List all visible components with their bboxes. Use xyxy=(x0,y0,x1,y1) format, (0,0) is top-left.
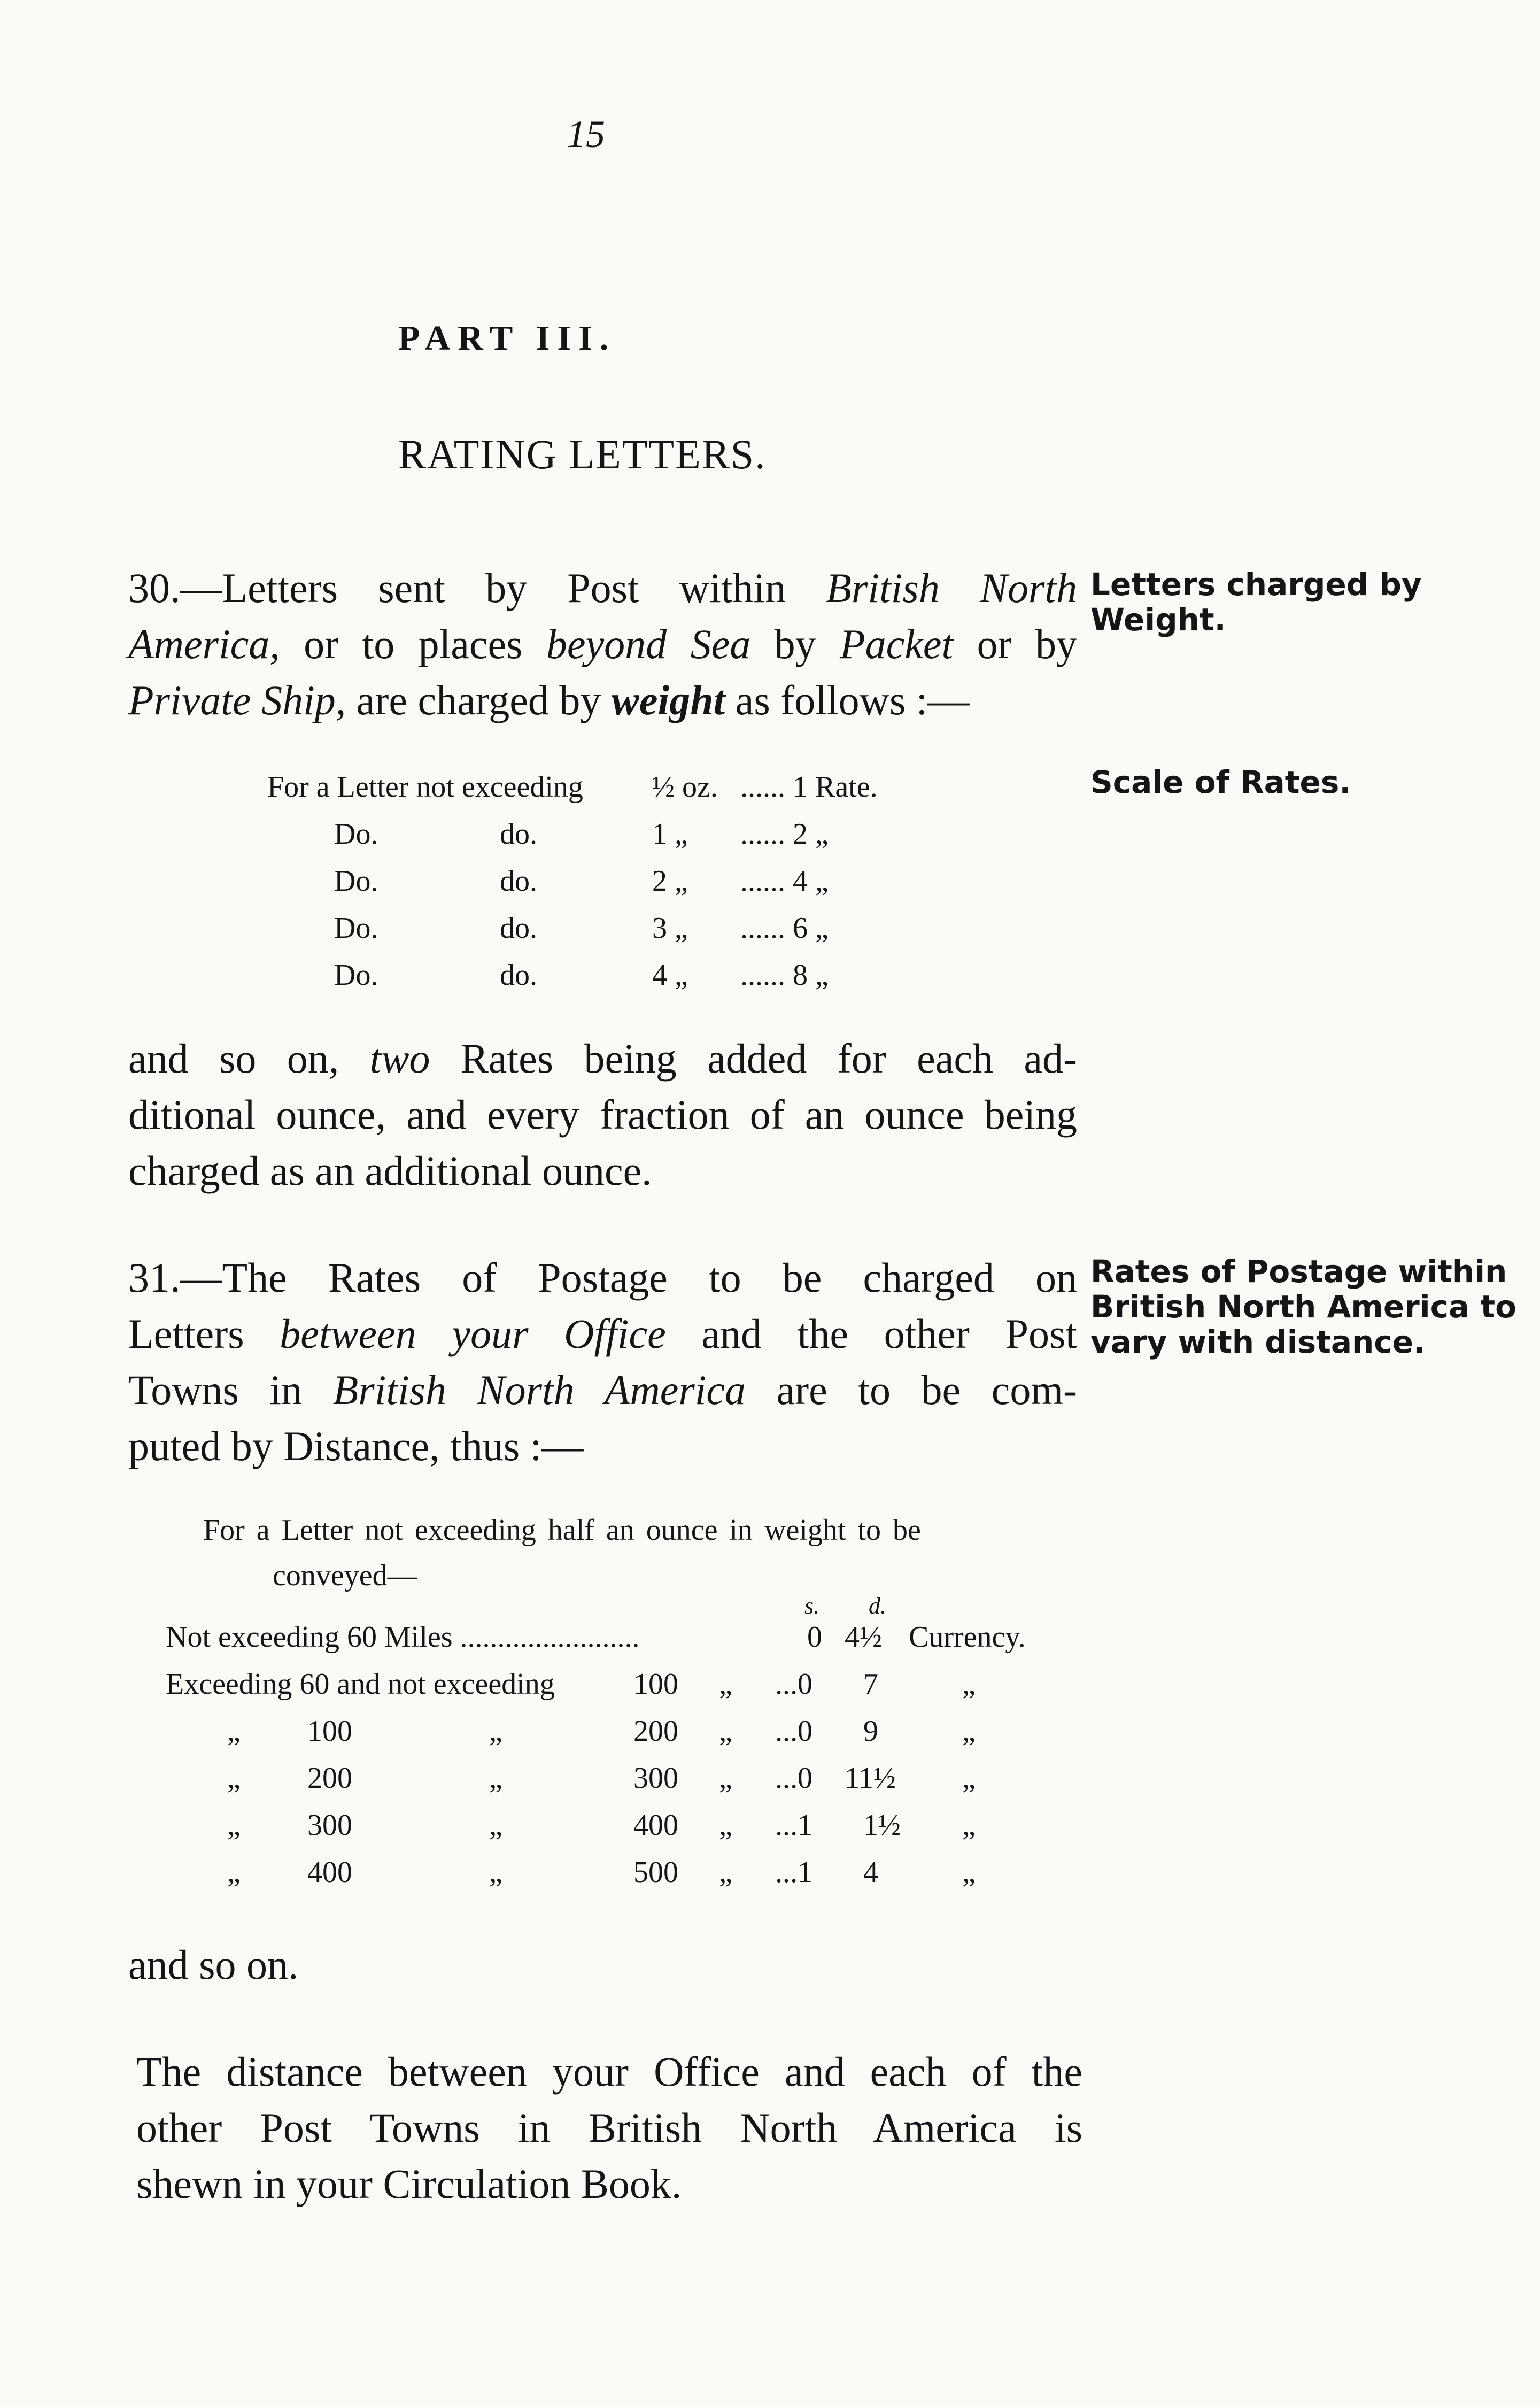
and-so-on-text: and so on. xyxy=(128,1941,299,1988)
column-header-shillings: s. xyxy=(804,1593,820,1619)
side-note-scale: Scale of Rates. xyxy=(1090,764,1351,800)
distance-table: For a Letter not exceeding half an ounce in weight to be conveyed— s. d. Not exceeding 60 Miles ........................ 0 4½ Currency. Exceeding 60 and not exceeding 100 „ ...0 7 „ „ 100 „ 200 „ ...0 9 „ „ 200 „ 300 „ ...0 11½ „ „ 300 „ 400 „ ...1 1½ „ „ 400 „ 500 „ ...1 4 „ xyxy=(166,1514,1026,1889)
side-note-weight: Letters charged by Weight. xyxy=(1090,566,1422,638)
paragraph-30: 30.—Letters sent by Post within British North America, or to places beyond Sea by Packet or by Private Ship, are charged by weight as follows :— xyxy=(128,565,1078,723)
table-intro-cont: conveyed— xyxy=(273,1559,417,1592)
side-note-distance: Rates of Postage within British North America to vary with distance. xyxy=(1090,1253,1516,1360)
closing-paragraph: The distance between your Office and each of the other Post Towns in British North America is shewn in your Circulation Book. xyxy=(136,2048,1082,2207)
weight-scale-table: For a Letter not exceeding ½ oz. ...... 1 Rate. Do. do. 1 „ ...... 2 „ Do. do. 2 „ ...... 4 „ Do. do. 3 „ ...... 6 „ Do. do. 4 „ ...... 8 „ xyxy=(267,770,878,992)
part-heading: PART III. xyxy=(398,319,616,358)
column-header-pence: d. xyxy=(869,1593,886,1619)
page-number: 15 xyxy=(567,113,605,156)
section-heading: RATING LETTERS. xyxy=(398,431,767,477)
paragraph-and-so-on: and so on, two Rates being added for each ad- ditional ounce, and every fraction of an ounce being charged as an additional ounce. xyxy=(128,1035,1077,1194)
table-intro: For a Letter not exceeding half an ounce in weight to be xyxy=(203,1514,921,1547)
paragraph-31: 31.—The Rates of Postage to be charged on Letters between your Office and the other Post Towns in British North America are to be com- puted by Distance, thus :— xyxy=(128,1254,1077,1469)
